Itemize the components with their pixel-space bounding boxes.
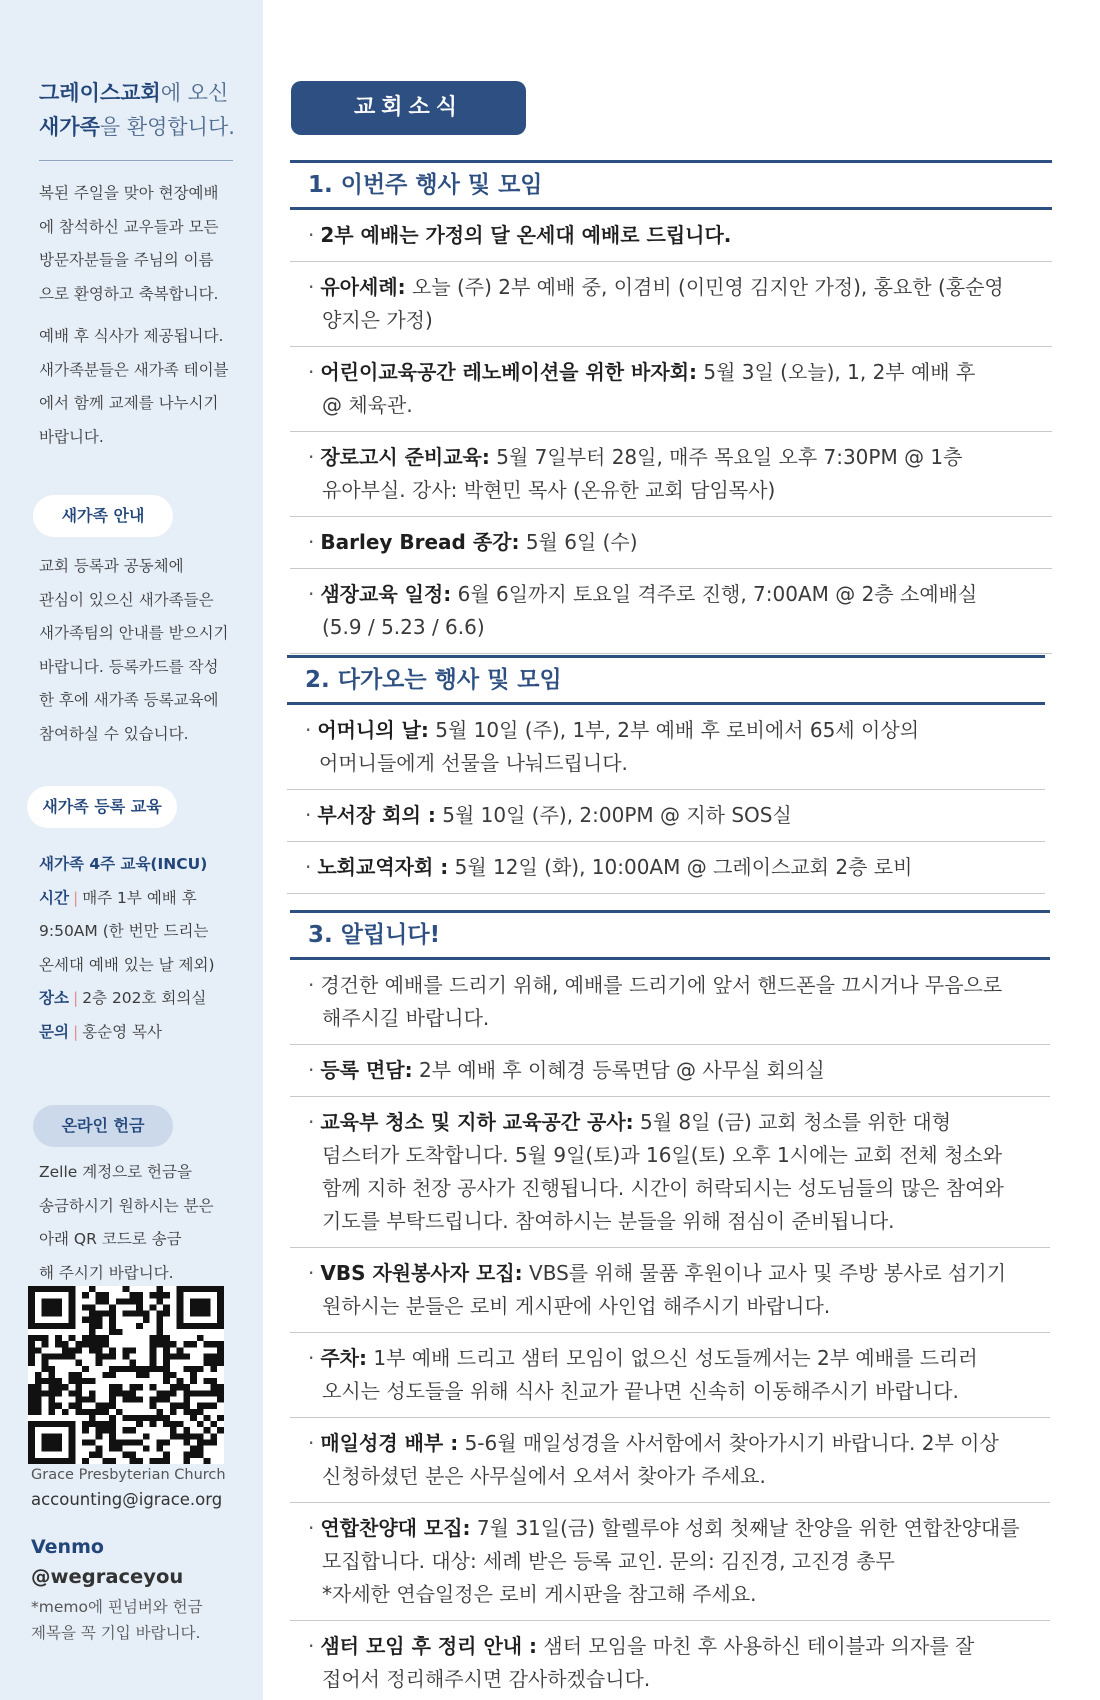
item-key: 주차: bbox=[320, 1346, 367, 1370]
list-item bbox=[290, 517, 1052, 569]
list-item bbox=[287, 790, 1045, 842]
bullet-icon: · bbox=[308, 582, 315, 606]
bullet-icon: · bbox=[308, 275, 315, 299]
item-text: 모집합니다. 대상: 세례 받은 등록 교인. 문의: 김진경, 고진경 총무 bbox=[322, 1549, 895, 1573]
item-key: 어린이교육공간 레노베이션을 위한 바자회: bbox=[320, 360, 698, 384]
list-item bbox=[290, 262, 1052, 347]
item-text: 기도를 부탁드립니다. 참여하시는 분들을 위해 점심이 준비됩니다. bbox=[322, 1209, 895, 1233]
item-key: 샘터 모임 후 정리 안내 : bbox=[320, 1634, 538, 1658]
online-giving-text: Zelle 계정으로 헌금을 송금하시기 원하시는 분은 아래 QR 코드로 송금 해 주시기 바랍니다. bbox=[39, 1163, 214, 1282]
item-text: 함께 지하 천장 공사가 진행됩니다. 시간이 허락되시는 성도님들의 많은 참여와 bbox=[322, 1176, 1004, 1200]
section-title: 1. 이번주 행사 및 모임 bbox=[290, 160, 1052, 210]
item-text: 유아부실. 강사: 박현민 목사 (온유한 교회 담임목사) bbox=[322, 478, 776, 502]
item-text: 2부 예배 후 이혜경 등록면담 @ 사무실 회의실 bbox=[418, 1058, 825, 1082]
bullet-icon: · bbox=[305, 803, 312, 827]
intro-paragraph-1: 복된 주일을 맞아 현장예배 에 참석하신 교우들과 모든 방문자분들을 주님의 이름 으로 환영하고 축복합니다. bbox=[39, 184, 219, 303]
qr-code-icon[interactable] bbox=[28, 1286, 224, 1464]
item-key: 매일성경 배부 : bbox=[320, 1431, 459, 1455]
place-label: 장소 bbox=[39, 989, 69, 1007]
item-text: 원하시는 분들은 로비 게시판에 사인업 해주시기 바랍니다. bbox=[322, 1294, 831, 1318]
bullet-icon: · bbox=[308, 530, 315, 554]
list-item bbox=[290, 1333, 1050, 1418]
item-text: 7월 31일(금) 할렐루야 성회 첫째날 찬양을 위한 연합찬양대를 bbox=[476, 1516, 1020, 1540]
time-value: 매주 1부 예배 후 bbox=[82, 888, 197, 907]
sidebar bbox=[0, 0, 263, 1700]
list-item bbox=[290, 1248, 1050, 1333]
item-text: 해주시길 바랍니다. bbox=[322, 1006, 490, 1030]
item-text: 1부 예배 드리고 샘터 모임이 없으신 성도들께서는 2부 예배를 드리러 bbox=[373, 1346, 978, 1370]
venmo-handle: @wegraceyou bbox=[31, 1565, 184, 1588]
item-text: 5월 7일부터 28일, 매주 목요일 오후 7:30PM @ 1층 bbox=[496, 445, 963, 469]
list-item bbox=[290, 1097, 1050, 1248]
item-key: 교육부 청소 및 지하 교육공간 공사: bbox=[320, 1110, 634, 1134]
section-announcements bbox=[290, 910, 1050, 1700]
list-item bbox=[290, 347, 1052, 432]
item-text: 샘터 모임을 마친 후 사용하신 테이블과 의자를 잘 bbox=[543, 1634, 975, 1658]
contact-value: 홍순영 목사 bbox=[82, 1022, 162, 1041]
incu-info: 새가족 4주 교육(INCU) 시간 | 매주 1부 예배 후 9:50AM (한 번만 드리는 온세대 예배 있는 날 제외) 장소 | 2층 202호 회의실 문의 | 홍순영 목사 bbox=[39, 848, 249, 1049]
list-item bbox=[290, 569, 1052, 654]
list-item bbox=[290, 1045, 1050, 1097]
item-text: *자세한 연습일정은 로비 게시판을 참고해 주세요. bbox=[322, 1582, 757, 1606]
item-text: 덤스터가 도착합니다. 5월 9일(토)과 16일(토) 오후 1시에는 교회 전체 청소와 bbox=[322, 1143, 1003, 1167]
item-key: 등록 면담: bbox=[320, 1058, 413, 1082]
list-item bbox=[290, 1418, 1050, 1503]
venmo-note: *memo에 핀넘버와 헌금 제목을 꼭 기입 바랍니다. bbox=[31, 1598, 203, 1642]
time-label: 시간 bbox=[39, 888, 69, 907]
section-this-week bbox=[290, 160, 1052, 654]
bullet-icon: · bbox=[308, 1431, 315, 1455]
item-key: Barley Bread 종강: bbox=[320, 530, 520, 554]
bullet-icon: · bbox=[308, 1634, 315, 1658]
list-item bbox=[290, 210, 1052, 262]
registration-edu-label: 새가족 등록 교육 bbox=[27, 786, 177, 828]
item-text: @ 체육관. bbox=[322, 393, 413, 417]
list-item bbox=[287, 705, 1045, 790]
bullet-icon: · bbox=[308, 1110, 315, 1134]
item-text: 5월 8일 (금) 교회 청소를 위한 대형 bbox=[640, 1110, 952, 1134]
welcome-heading: 그레이스교회에 오신 새가족을 환영합니다. bbox=[39, 81, 235, 139]
place-value: 2층 202호 회의실 bbox=[82, 989, 207, 1007]
item-text: 5-6월 매일성경을 사서함에서 찾아가시기 바랍니다. 2부 이상 bbox=[464, 1431, 999, 1455]
item-text: 경건한 예배를 드리기 위해, 예배를 드리기에 앞서 핸드폰을 끄시거나 무음으로 bbox=[320, 973, 1003, 997]
item-key: 연합찬양대 모집: bbox=[320, 1516, 471, 1540]
item-text: 접어서 정리해주시면 감사하겠습니다. bbox=[322, 1667, 651, 1691]
newcomer-guide-label: 새가족 안내 bbox=[33, 495, 173, 537]
item-text: 5월 3일 (오늘), 1, 2부 예배 후 bbox=[703, 360, 976, 384]
newcomer-guide-text: 교회 등록과 공동체에 관심이 있으신 새가족들은 새가족팀의 안내를 받으시기 바랍니다. 등록카드를 작성 한 후에 새가족 등록교육에 참여하실 수 있습니다. bbox=[39, 557, 229, 743]
section-upcoming bbox=[287, 655, 1045, 894]
bullet-icon: · bbox=[308, 360, 315, 384]
item-key: 샘장교육 일정: bbox=[320, 582, 452, 606]
list-item bbox=[290, 960, 1050, 1045]
item-key: VBS 자원봉사자 모집: bbox=[320, 1261, 523, 1285]
sidebar-divider bbox=[39, 160, 233, 161]
page-title: 교회소식 bbox=[291, 81, 526, 135]
list-item bbox=[290, 1503, 1050, 1621]
item-key: 노회교역자회 : bbox=[317, 855, 449, 879]
bullet-icon: · bbox=[305, 855, 312, 879]
item-key: 장로고시 준비교육: bbox=[320, 445, 490, 469]
list-item bbox=[287, 842, 1045, 894]
item-key: 어머니의 날: bbox=[317, 718, 429, 742]
list-item bbox=[290, 432, 1052, 517]
item-text: 오늘 (주) 2부 예배 중, 이겸비 (이민영 김지안 가정), 홍요한 (홍순영 bbox=[412, 275, 1004, 299]
item-text: 5월 6일 (수) bbox=[525, 530, 638, 554]
qr-caption: Grace Presbyterian Church bbox=[31, 1467, 226, 1483]
section-title: 2. 다가오는 행사 및 모임 bbox=[287, 655, 1045, 705]
bullet-icon: · bbox=[308, 1516, 315, 1540]
online-giving-label: 온라인 헌금 bbox=[33, 1105, 173, 1147]
bullet-icon: · bbox=[308, 1058, 315, 1082]
bullet-icon: · bbox=[308, 445, 315, 469]
item-text: 5월 12일 (화), 10:00AM @ 그레이스교회 2층 로비 bbox=[454, 855, 913, 879]
item-key: 2부 예배는 가정의 달 온세대 예배로 드립니다. bbox=[320, 223, 732, 247]
bullet-icon: · bbox=[305, 718, 312, 742]
bullet-icon: · bbox=[308, 1261, 315, 1285]
intro-paragraph-2: 예배 후 식사가 제공됩니다. 새가족분들은 새가족 테이블 에서 함께 교제를 나누시기 바랍니다. bbox=[39, 327, 229, 446]
account-email: accounting@igrace.org bbox=[31, 1490, 223, 1509]
item-text: 어머니들에게 선물을 나눠드립니다. bbox=[319, 751, 628, 775]
item-text: 오시는 성도들을 위해 식사 친교가 끝나면 신속히 이동해주시기 바랍니다. bbox=[322, 1379, 959, 1403]
item-text: 6월 6일까지 토요일 격주로 진행, 7:00AM @ 2층 소예배실 bbox=[457, 582, 978, 606]
item-key: 부서장 회의 : bbox=[317, 803, 436, 827]
item-text: 양지은 가정) bbox=[322, 308, 433, 332]
item-text: 5월 10일 (주), 1부, 2부 예배 후 로비에서 65세 이상의 bbox=[435, 718, 920, 742]
bullet-icon: · bbox=[308, 973, 315, 997]
item-text: 신청하셨던 분은 사무실에서 오셔서 찾아가 주세요. bbox=[322, 1464, 766, 1488]
section-title: 3. 알립니다! bbox=[290, 910, 1050, 960]
bullet-icon: · bbox=[308, 1346, 315, 1370]
item-text: 5월 10일 (주), 2:00PM @ 지하 SOS실 bbox=[442, 803, 792, 827]
item-key: 유아세례: bbox=[320, 275, 406, 299]
contact-label: 문의 bbox=[39, 1022, 69, 1041]
bullet-icon: · bbox=[308, 223, 315, 247]
item-text: VBS를 위해 물품 후원이나 교사 및 주방 봉사로 섬기기 bbox=[529, 1261, 1007, 1285]
list-item bbox=[290, 1621, 1050, 1700]
incu-title: 새가족 4주 교육(INCU) bbox=[39, 855, 208, 873]
item-text: (5.9 / 5.23 / 6.6) bbox=[322, 615, 485, 639]
venmo-label: Venmo bbox=[31, 1536, 104, 1558]
